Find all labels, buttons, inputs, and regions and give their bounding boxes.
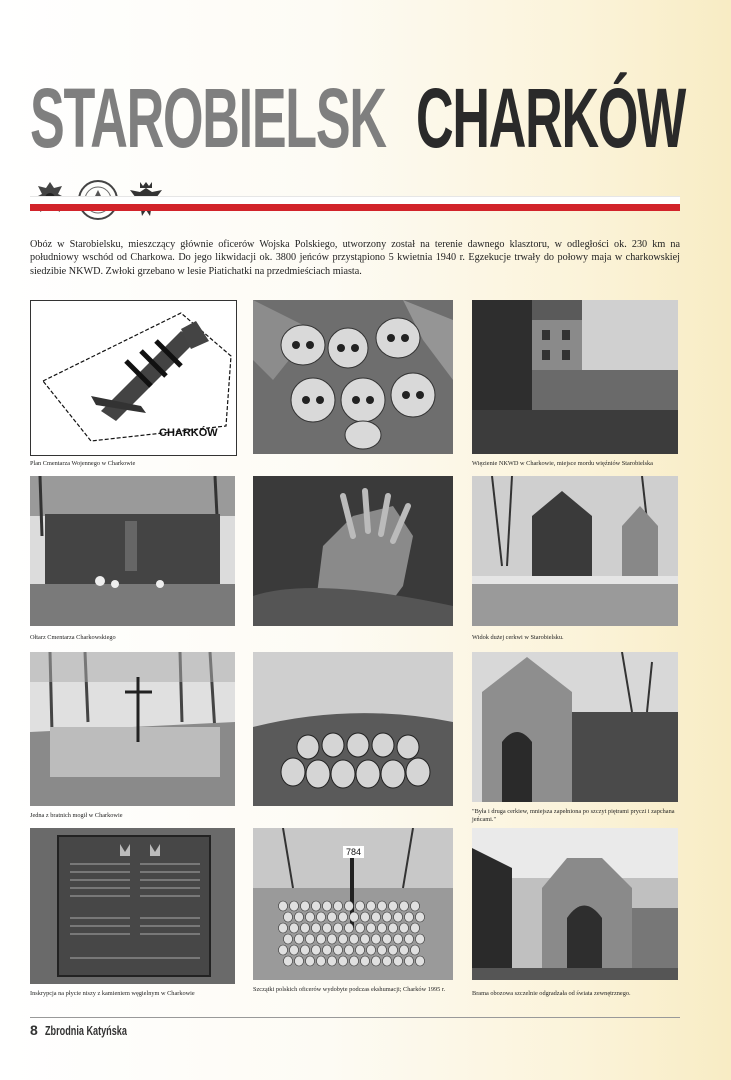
photo-nkwd-prison <box>472 300 678 454</box>
photo-skulls-foil <box>253 300 453 454</box>
nkwd-prison-image <box>472 300 678 454</box>
photo-skull-row <box>253 652 453 806</box>
photo-gate <box>472 828 678 980</box>
photo-plaque <box>30 828 235 984</box>
caption-plan: Plan Cmentarza Wojennego w Charkowie <box>30 460 136 467</box>
flag-red-stripe <box>30 204 680 211</box>
caption-altar: Ołtarz Cmentarza Charkowskiego <box>30 634 116 641</box>
page-number: 8 <box>30 1022 38 1038</box>
photo-cemetery-plan <box>30 300 237 456</box>
photo-hand-remains <box>253 476 453 626</box>
intro-paragraph: Obóz w Starobielsku, mieszczący głównie oficerów Wojska Polskiego, utworzony został na terenie dawnego klasztoru, w odległości ok. 230 km na południowy wschód od Charkowa. Do jego likwidacji ok. 3800 jeńców przystąpiono 5 kwietnia 1940 r. Egzekucje trwały do połowy maja w charkowskiej siedzibie NKWD. Zwłoki grzebano w lesie Piatichatki na przedmieściach miasta. <box>30 239 680 277</box>
caption-exhumation: Szczątki polskich oficerów wydobyte podczas ekshumacji; Charków 1995 r. <box>253 986 446 993</box>
title-charkow: CHARKÓW <box>416 71 686 165</box>
photo-second-church <box>472 652 678 802</box>
exhumation-tag: 784 <box>343 846 364 858</box>
photo-exhumation <box>253 828 453 980</box>
caption-plaque: Inskrypcja na płycie niszy z kamieniem węgielnym w Charkowie <box>30 990 195 997</box>
photo-mass-grave <box>30 652 235 806</box>
mass-grave-image <box>30 652 235 806</box>
caption-mass-grave: Jedna z bratnich mogił w Charkowie <box>30 812 123 819</box>
gate-image <box>472 828 678 980</box>
altar-image <box>30 476 235 626</box>
church-view-image <box>472 476 678 626</box>
second-church-image <box>472 652 678 802</box>
skull-row-image <box>253 652 453 806</box>
hand-remains-image <box>253 476 453 626</box>
caption-second-church: "Była i druga cerkiew, mniejsza zapełniona po szczyt piętrami pryczi i zapchana jeńcami." <box>472 808 675 823</box>
footer-title: Zbrodnia Katyńska <box>45 1023 128 1038</box>
title-starobielsk: STAROBIELSK <box>30 71 386 165</box>
footer-rule <box>30 1017 680 1018</box>
caption-church-view: Widok dużej cerkwi w Starobielsku. <box>472 634 564 641</box>
caption-gate: Brama obozowa szczelnie odgradzała od świata zewnętrznego. <box>472 990 631 997</box>
photo-altar <box>30 476 235 626</box>
footer <box>30 1022 162 1038</box>
skulls-foil-image <box>253 300 453 454</box>
photo-church-view <box>472 476 678 626</box>
plan-label: CHARKÓW <box>159 427 218 439</box>
plaque-image <box>30 828 235 984</box>
caption-nkwd-prison: Więzienie NKWD w Charkowie, miejsce mordu więźniów Starobielska <box>472 460 653 467</box>
